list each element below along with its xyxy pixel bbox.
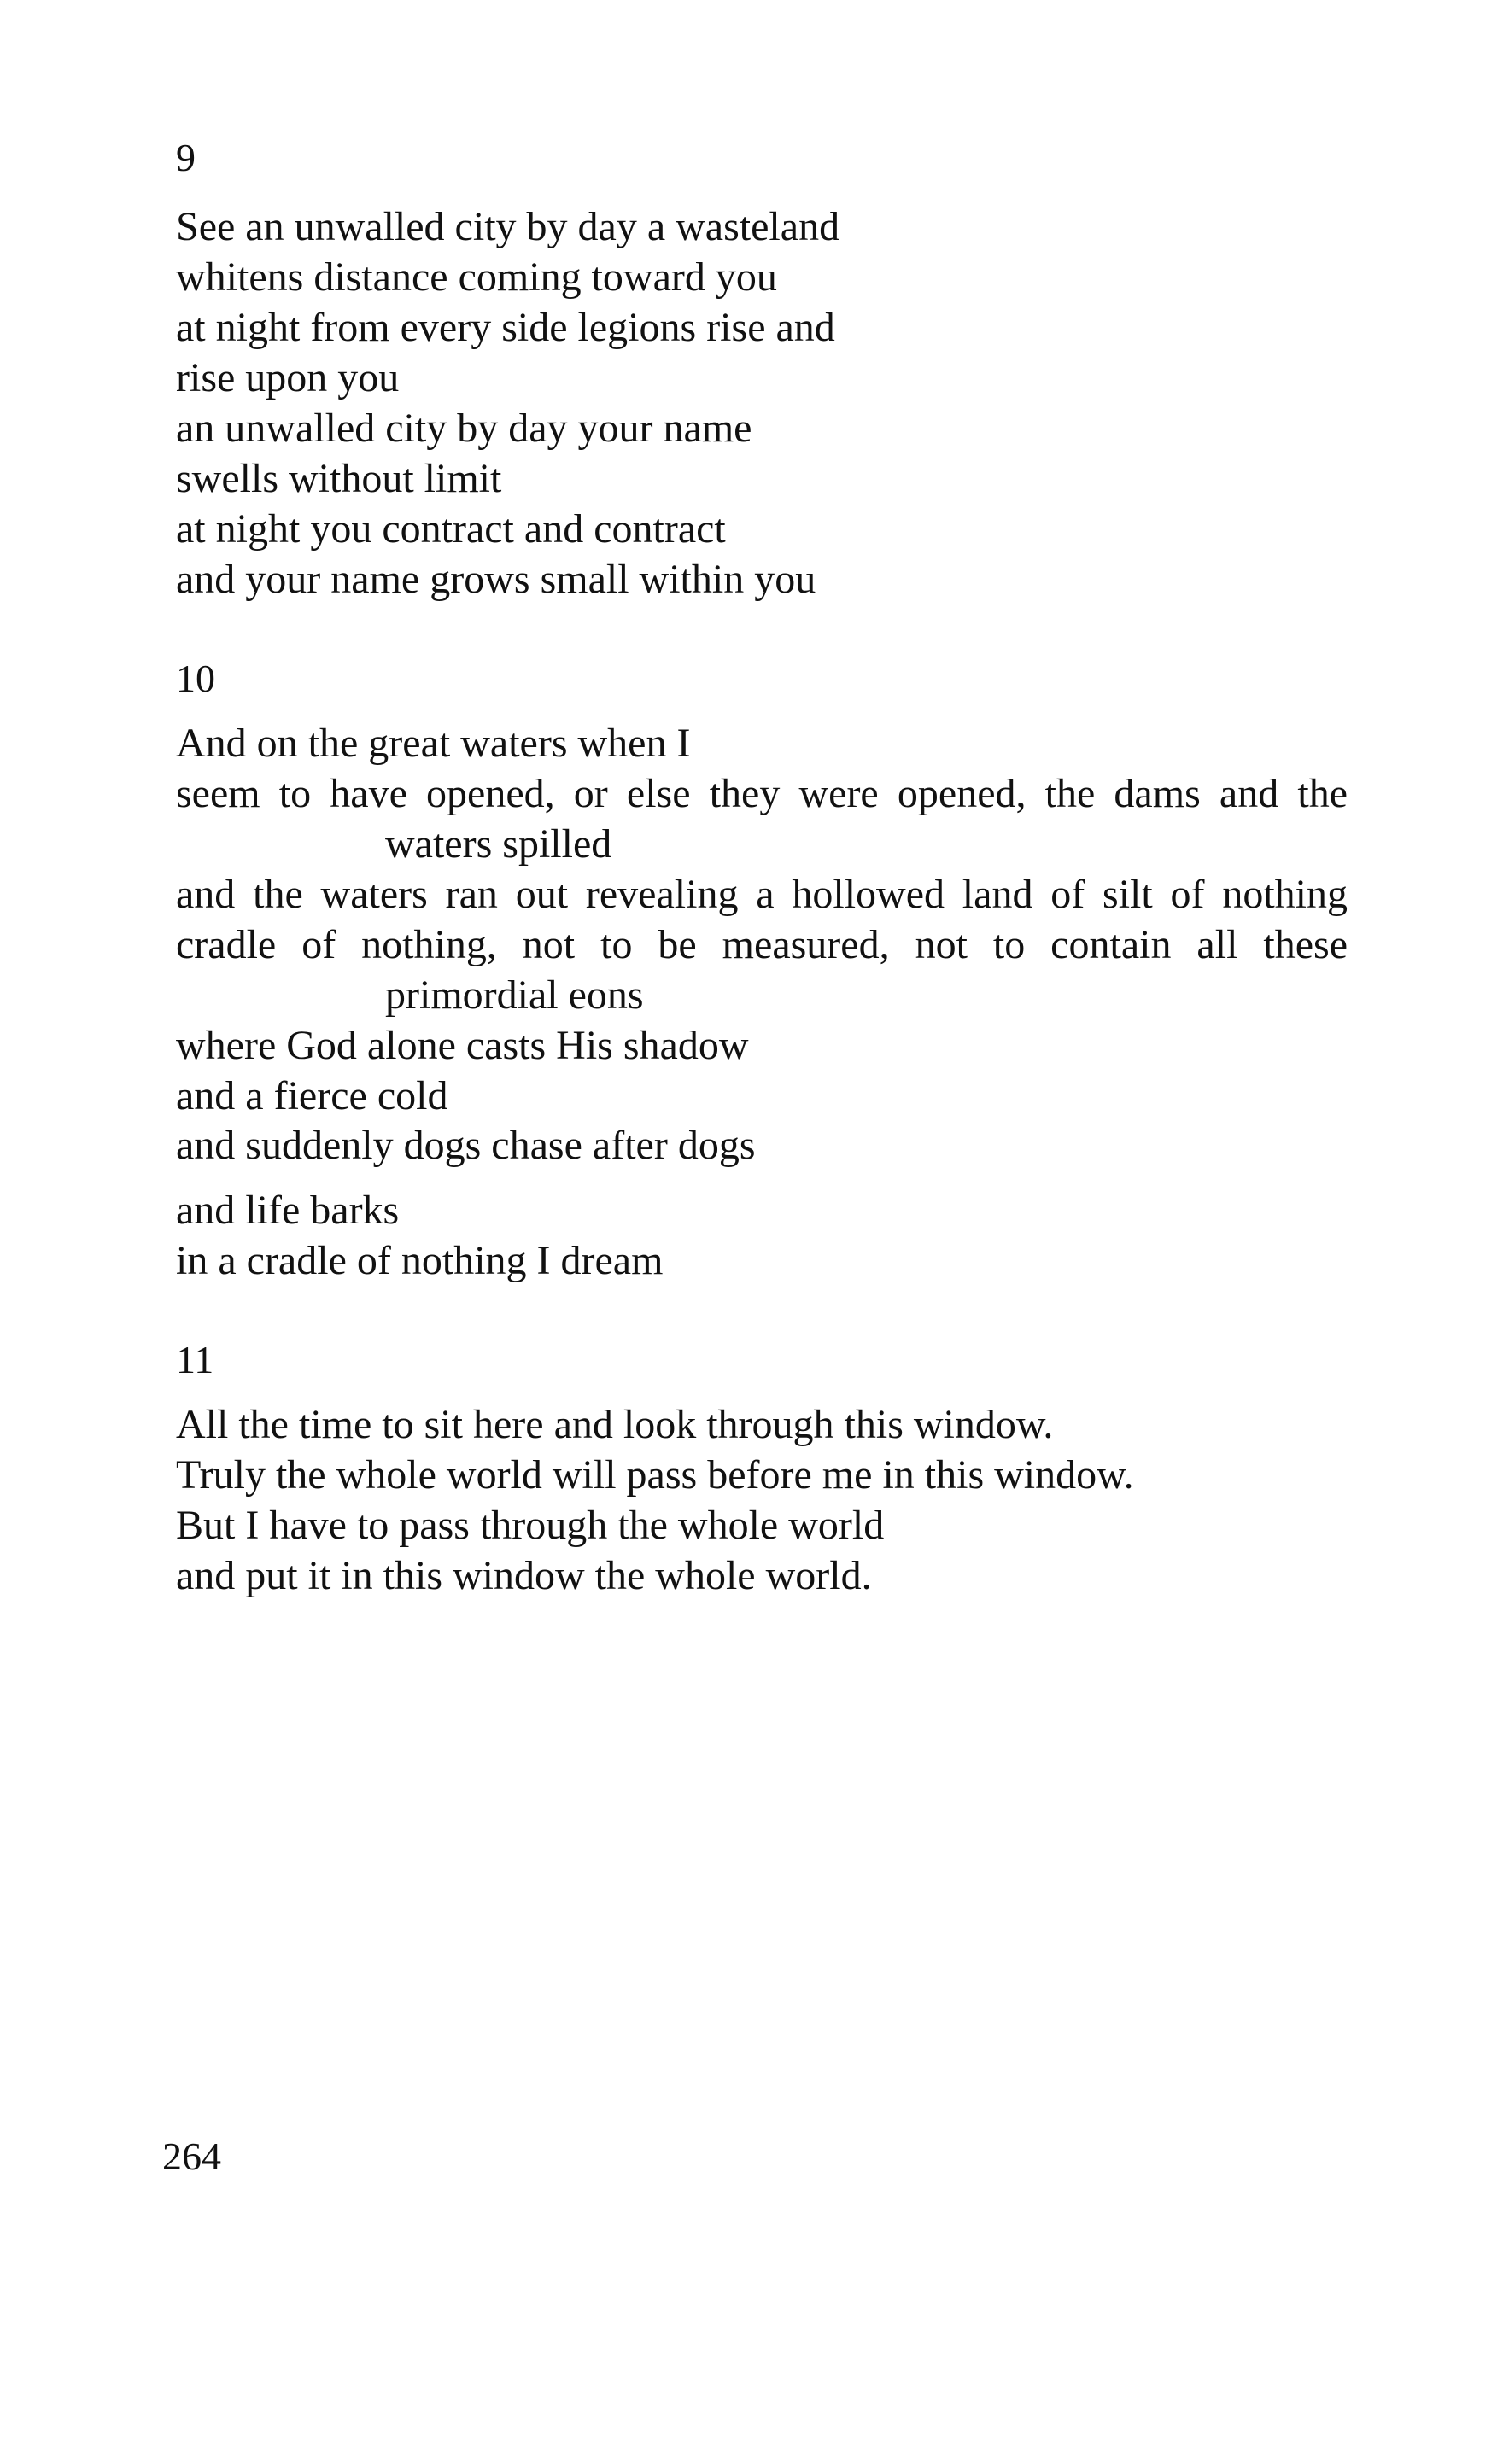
poem-line: swells without limit [176, 456, 502, 501]
page-number: 264 [162, 2134, 221, 2178]
poem-line: All the time to sit here and look through this window. [176, 1402, 1054, 1447]
poem-line: But I have to pass through the whole world [176, 1503, 885, 1548]
poem-line: an unwalled city by day your name [176, 406, 752, 451]
poem-line: See an unwalled city by day a wasteland [176, 204, 840, 249]
poem-line: and your name grows small within you [176, 557, 816, 602]
poem-line: and the waters ran out revealing a hollowed land of silt of nothing [176, 872, 1348, 917]
poem-line: where God alone casts His shadow [176, 1023, 749, 1068]
poem-line-continuation: primordial eons [385, 972, 644, 1018]
poem-line: in a cradle of nothing I dream [176, 1238, 664, 1283]
poem-line-continuation: waters spilled [385, 821, 612, 867]
poem-line: Truly the whole world will pass before me in this window. [176, 1452, 1134, 1498]
poem-line: and a fierce cold [176, 1073, 448, 1118]
poem-line: And on the great waters when I [176, 721, 691, 766]
poem-line: and suddenly dogs chase after dogs [176, 1123, 756, 1168]
poem-line: at night you contract and contract [176, 506, 726, 552]
poem-line: and put it in this window the whole world. [176, 1553, 872, 1598]
section-number: 9 [176, 136, 196, 179]
section-number: 11 [176, 1338, 214, 1381]
poem-line: whitens distance coming toward you [176, 254, 777, 300]
poem-line: cradle of nothing, not to be measured, not to contain all these [176, 922, 1348, 967]
poem-line: seem to have opened, or else they were opened, the dams and the [176, 771, 1348, 816]
section-number: 10 [176, 657, 215, 700]
poem-line: rise upon you [176, 355, 400, 400]
poem-line: and life barks [176, 1188, 400, 1233]
poem-line: at night from every side legions rise and [176, 305, 835, 350]
